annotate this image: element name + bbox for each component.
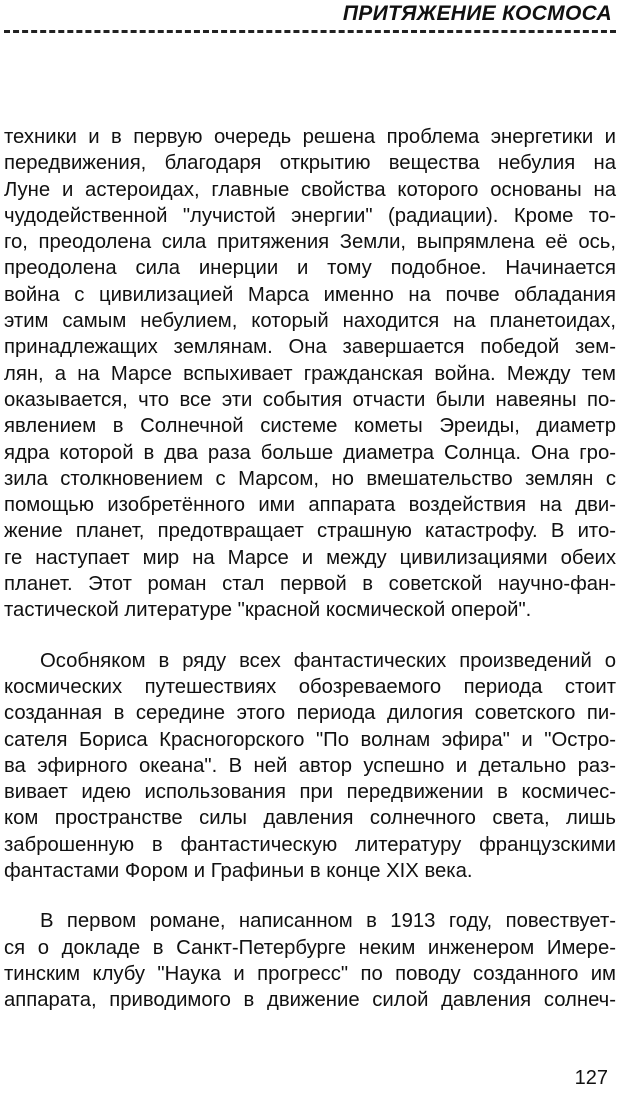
- text-line: планет. Этот роман стал первой в советской научно-фан-: [4, 573, 616, 596]
- text-line: сателя Бориса Красногорского "По волнам эфира" и "Остро-: [4, 728, 616, 751]
- text-line: этим самым небулием, который находится на планетоидах,: [4, 310, 616, 333]
- running-title: ПРИТЯЖЕНИЕ КОСМОСА: [335, 2, 612, 26]
- text-line: передвижения, благодаря открытию вещества небулия на: [4, 152, 616, 175]
- header-dashed-rule: [4, 30, 616, 33]
- page-number: 127: [574, 1067, 608, 1089]
- text-line: оказывается, что все эти события отчасти были навеяны по-: [4, 388, 616, 411]
- text-line: помощью изобретённого ими аппарата воздействия на дви-: [4, 494, 616, 517]
- text-line: ком пространстве силы давления солнечного света, лишь: [4, 807, 616, 830]
- paragraph-spacer: [4, 624, 616, 648]
- paragraph-spacer: [4, 884, 616, 908]
- text-line: космических путешествиях обозреваемого периода стоит: [4, 675, 616, 698]
- text-line: явлением в Солнечной системе кометы Эреиды, диаметр: [4, 415, 616, 438]
- text-line: фантастами Фором и Графиньи в конце XIX века.: [4, 860, 473, 883]
- text-line: Особняком в ряду всех фантастических произведений о: [40, 649, 616, 672]
- paragraph-3: [4, 908, 616, 1013]
- text-line: тастической литературе "красной космической оперой".: [4, 599, 532, 622]
- text-line: вивает идею использования при передвижении в космичес-: [4, 781, 616, 804]
- text-line: преодолена сила инерции и тому подобное. Начинается: [4, 257, 616, 280]
- body-text: [4, 124, 616, 1014]
- text-line: ге наступает мир на Марсе и между цивилизациями обеих: [4, 546, 616, 569]
- paragraph-1: [4, 124, 616, 624]
- text-line: созданная в середине этого периода дилогия советского пи-: [4, 702, 616, 725]
- text-line: лян, а на Марсе вспыхивает гражданская война. Между тем: [4, 362, 616, 385]
- text-line: жение планет, предотвращает страшную катастрофу. В ито-: [4, 520, 616, 543]
- text-line: Луне и астероидах, главные свойства которого основаны на: [4, 178, 616, 201]
- text-line: техники и в первую очередь решена проблема энергетики и: [4, 126, 616, 148]
- text-line: война с цивилизацией Марса именно на почве обладания: [4, 283, 616, 306]
- text-line: ва эфирного океана". В ней автор успешно и детально раз-: [4, 754, 616, 777]
- text-line: тинским клубу "Наука и прогресс" по поводу созданного им: [4, 962, 616, 985]
- text-line: принадлежащих землянам. Она завершается победой зем-: [4, 336, 616, 359]
- running-header: [0, 0, 620, 40]
- paragraph-2: [4, 648, 616, 885]
- text-line: аппарата, приводимого в движение силой давления солнеч-: [4, 989, 616, 1012]
- text-line: зила столкновением с Марсом, но вмешательство землян с: [4, 467, 616, 490]
- text-line: В первом романе, написанном в 1913 году, повествует-: [40, 910, 616, 933]
- text-line: заброшенную в фантастическую литературу французскими: [4, 833, 616, 856]
- text-line: ядра которой в два раза больше диаметра Солнца. Она гро-: [4, 441, 616, 464]
- text-line: го, преодолена сила притяжения Земли, выпрямлена её ось,: [4, 231, 616, 254]
- text-line: чудодейственной "лучистой энергии" (радиации). Кроме то-: [4, 204, 616, 227]
- text-line: ся о докладе в Санкт-Петербурге неким инженером Имере-: [4, 936, 616, 959]
